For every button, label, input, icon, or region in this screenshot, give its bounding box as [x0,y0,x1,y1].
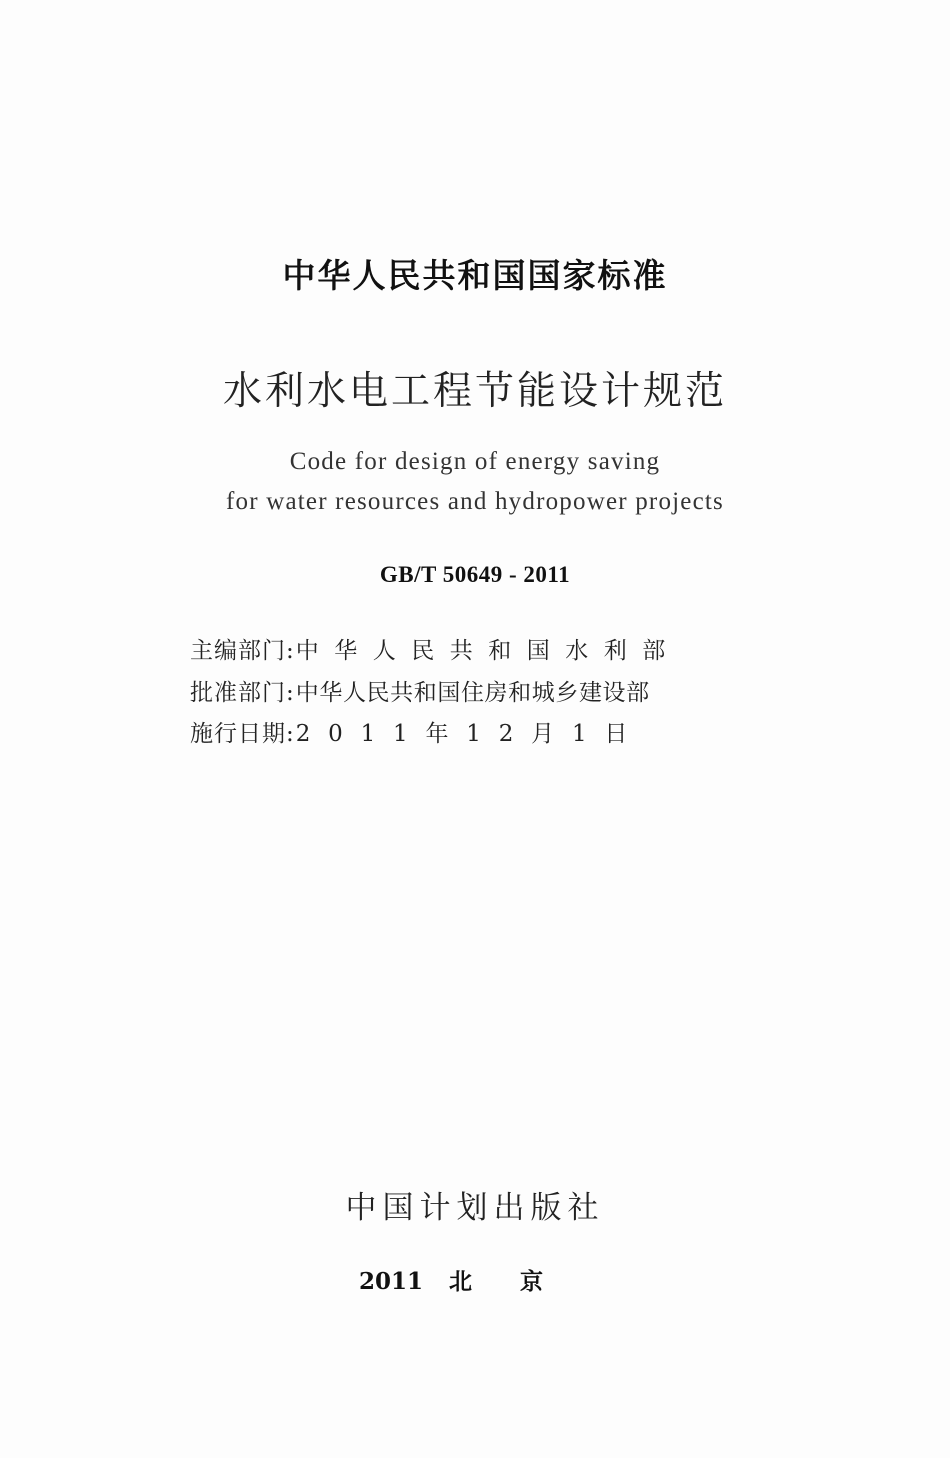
approver-department-label: 批准部门 [190,680,286,706]
publisher-name: 中国计划出版社 [345,1190,605,1226]
standard-series-heading: 中华人民共和国国家标准 [282,256,668,295]
publication-place [0,1263,950,1296]
standard-code: GB/T 50649 - 2011 [379,562,571,587]
english-title-line-1: Code for design of energy saving [289,448,661,475]
editor-department-row [190,632,740,665]
editor-department-value: 中华人民共和国水利部 [295,638,681,664]
separator: : [286,721,294,747]
separator: : [286,680,294,706]
effective-date-value: 2011年12月1日 [295,721,646,747]
approver-department-row [190,674,740,707]
publication-city: 北京 [449,1268,591,1295]
effective-date-label: 施行日期 [190,721,286,747]
separator: : [286,638,294,664]
english-title-line-2: for water resources and hydropower projects [226,488,724,515]
approver-department-value: 中华人民共和国住房和城乡建设部 [295,680,650,706]
editor-department-label: 主编部门 [190,638,286,664]
publication-year: 2011 [358,1268,423,1295]
effective-date-row [190,715,740,748]
chinese-title: 水利水电工程节能设计规范 [222,369,727,414]
